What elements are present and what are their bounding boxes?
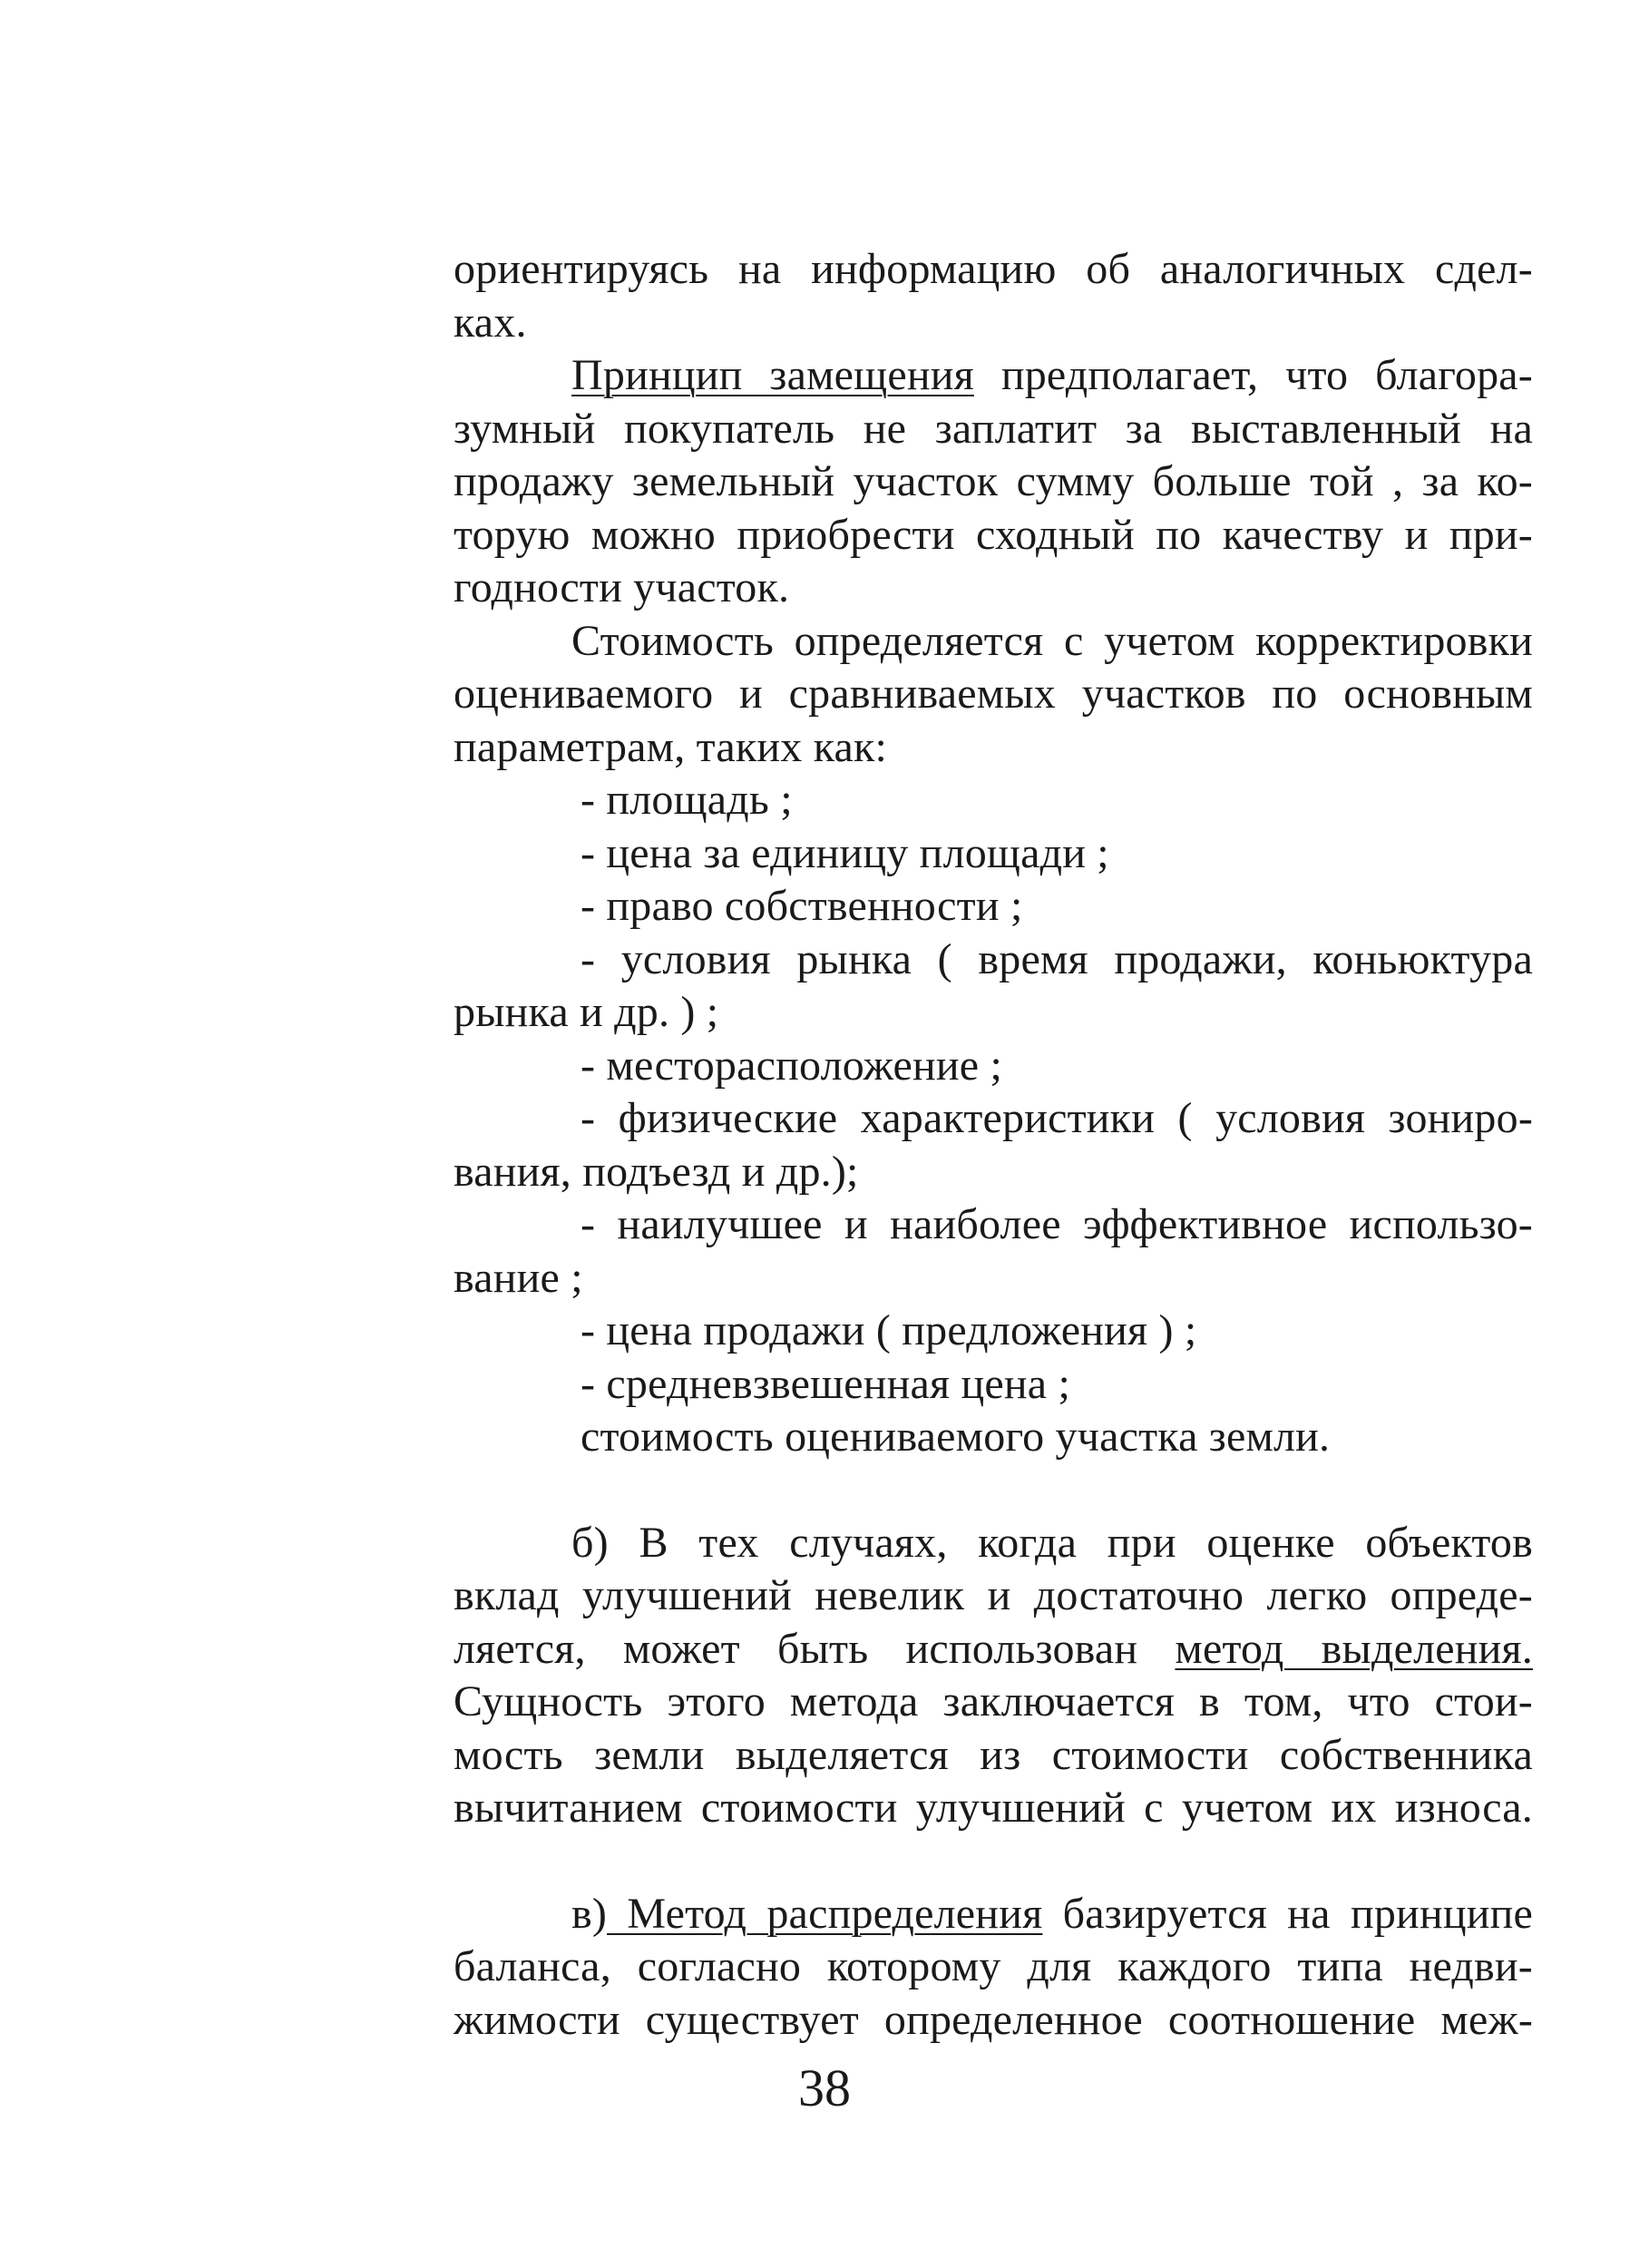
text-line: параметрам, таких как: <box>454 722 888 771</box>
text-line: ках. <box>454 298 527 347</box>
term-extraction-method: метод выделения. <box>1175 1624 1533 1673</box>
paragraph-substitution-principle: Принцип замещения предполагает, что благора- <box>571 351 1533 399</box>
list-item-location: - месторасположение ; <box>581 1041 1002 1090</box>
text-line: оцениваемого и сравниваемых участков по основным <box>454 670 1533 718</box>
list-item-best-use: - наилучшее и наиболее эффективное использо- <box>581 1200 1533 1248</box>
paragraph-cost-determination: Стоимость определяется с учетом корректировки <box>571 616 1533 665</box>
text-line: ляется, может быть использован метод выделения. <box>454 1624 1533 1673</box>
list-item-land-value: стоимость оцениваемого участка земли. <box>581 1413 1331 1461</box>
list-item-area: - площадь ; <box>581 776 793 824</box>
text-line: вклад улучшений невелик и достаточно легко опреде- <box>454 1571 1533 1619</box>
text-line: рынка и др. ) ; <box>454 988 719 1036</box>
text-line: вания, подъезд и др.); <box>454 1147 859 1196</box>
text-line: торую можно приобрести сходный по качеству и при- <box>454 510 1533 559</box>
paragraph-extraction-method: б) В тех случаях, когда при оценке объектов <box>571 1518 1533 1567</box>
list-item-weighted-price: - средневзвешенная цена ; <box>581 1359 1071 1408</box>
paragraph-allocation-method: в) Метод распределения базируется на принципе <box>571 1889 1533 1938</box>
text-line: зумный покупатель не заплатит за выставленный на <box>454 404 1533 453</box>
list-item-unit-price: - цена за единицу площади ; <box>581 828 1109 877</box>
list-item-sale-price: - цена продажи ( предложения ) ; <box>581 1306 1197 1354</box>
text-line: продажу земельный участок сумму больше той , за ко- <box>454 457 1533 505</box>
paragraph-gap <box>454 1464 1533 1517</box>
term-allocation-method: Метод распределения <box>607 1889 1043 1938</box>
text-line: баланса, согласно которому для каждого типа недви- <box>454 1942 1533 1990</box>
text-line: вычитанием стоимости улучшений с учетом их износа. <box>454 1784 1533 1832</box>
text-line: годности участок. <box>454 563 790 611</box>
text-line: Сущность этого метода заключается в том, что стои- <box>454 1677 1533 1725</box>
section-comparison-text <box>454 243 1533 2047</box>
list-item-physical-characteristics: - физические характеристики ( условия зониро- <box>581 1094 1533 1142</box>
text-line: жимости существует определенное соотношение меж- <box>454 1995 1533 2044</box>
text-line: мость земли выделяется из стоимости собственника <box>454 1730 1533 1779</box>
list-item-market-conditions: - условия рынка ( время продажи, коньюктура <box>581 934 1533 983</box>
text-line: вание ; <box>454 1253 583 1302</box>
term-substitution-principle: Принцип замещения <box>571 351 974 399</box>
paragraph-gap <box>454 1835 1533 1888</box>
page-number: 38 <box>798 2058 851 2117</box>
text-line: ориентируясь на информацию об аналогичных сдел- <box>454 245 1533 293</box>
list-item-ownership: - право собственности ; <box>581 882 1023 930</box>
